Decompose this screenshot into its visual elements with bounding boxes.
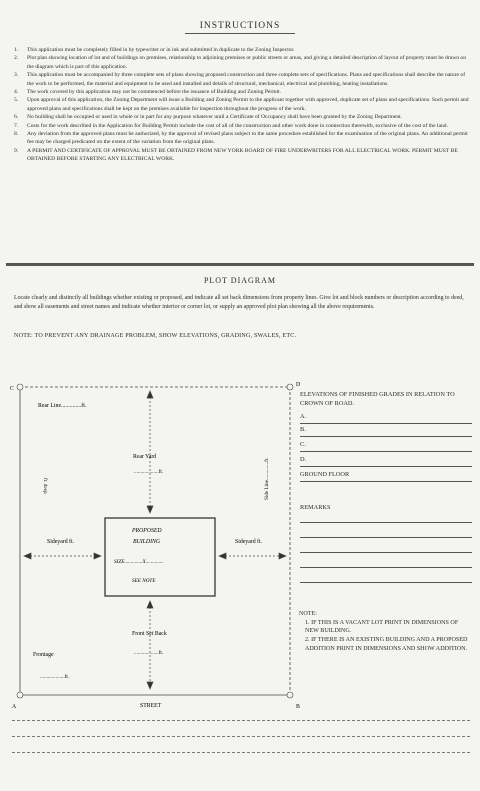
front-set-back-label: Front Set Back <box>132 631 167 637</box>
remarks-line[interactable] <box>300 522 472 523</box>
corner-label-b: B <box>296 704 300 710</box>
instruction-number: 6. <box>14 114 19 121</box>
elevation-d-label: D. <box>300 456 307 463</box>
instruction-text: This application must be accompanied by three complete sets of plans showing proposed construction and three complete sets of specifications. Plans and specifications shall describe the nature of the work to be performed, the material and equipment to be used and installed and details of structural, mechanical, electrical and plumbing, heating installations. <box>27 72 466 87</box>
instruction-number: 4. <box>14 89 19 96</box>
sideyard-left-label: Sideyard ft. <box>47 539 75 545</box>
instruction-number: 2. <box>14 55 19 62</box>
sideyard-right-label: Sideyard ft. <box>235 539 263 545</box>
note-item: 2. IF THERE IS AN EXISTING BUILDING AND A PROPOSED ADDITION PRINT IN DIMENSIONS AND SHOW ADDITION. <box>305 637 468 652</box>
elevation-c-field[interactable] <box>300 441 472 452</box>
remarks-line[interactable] <box>300 537 472 538</box>
remarks-line[interactable] <box>300 582 472 583</box>
building-label: BUILDING <box>133 539 161 545</box>
side-line-label: Side Line..............ft. <box>264 457 270 500</box>
instruction-number: 9. <box>14 147 19 154</box>
rear-yard-ft: ...................ft. <box>134 469 164 475</box>
instruction-text: Plot plan showing location of lot and of buildings on premises, relationship to adjoining premises or public streets or areas, and giving a detailed description of layout of property must be drawn on the diagram which is part of this application. <box>27 55 467 70</box>
elevation-c-label: C. <box>300 441 306 448</box>
street-label: STREET <box>140 703 162 709</box>
instructions-title: INSTRUCTIONS <box>199 21 281 31</box>
instruction-text: The work covered by this application may not be commenced before the issuance of Building and Zoning Permit. <box>27 89 282 96</box>
instruction-text: A PERMIT AND CERTIFICATE OF APPROVAL MUST BE OBTAINED FROM NEW YORK BOARD OF FIRE UNDERWRITERS FOR ALL ELECTRICAL WORK. PERMIT MUST BE OBTAINED BEFORE STARTING ANY ELECTRICAL WORK. <box>27 147 458 163</box>
size-label: SIZE..............X.............. <box>114 559 164 565</box>
instruction-number: 7. <box>14 122 19 129</box>
instruction-number: 3. <box>14 72 19 79</box>
plot-diagram-title: PLOT DIAGRAM <box>203 276 277 285</box>
ground-floor-field[interactable] <box>300 471 472 482</box>
instruction-number: 5. <box>14 97 19 104</box>
notes-title: NOTE: <box>299 611 317 617</box>
remarks-line[interactable] <box>300 552 472 553</box>
instruction-text: Upon approval of this application, the Zoning Department will issue a Building and Zoning Permit to the applicant together with approved, duplicate set of plans and specifications. Such permit and approved plans and specifications shall be kept on the premises available for inspection throughout the progress of the work. <box>27 97 469 112</box>
instruction-number: 8. <box>14 131 19 138</box>
blank-line[interactable] <box>12 752 470 753</box>
elevations-title: ELEVATIONS OF FINISHED GRADES IN RELATION TO CROWN OF ROAD. <box>300 391 455 407</box>
instruction-text: Costs for the work described in the Application for Building Permit include the cost of all of the construction and other work done in connection therewith, exclusive of the cost of the land. <box>27 122 448 129</box>
rear-line-label: Rear Line..............ft. <box>38 403 87 409</box>
lot-depth-label: ft. deep <box>42 478 48 494</box>
elevation-a-label: A. <box>300 413 307 420</box>
frontage-ft: ...................ft. <box>40 674 70 680</box>
blank-line[interactable] <box>12 720 470 721</box>
elevation-a-field[interactable] <box>300 413 472 424</box>
corner-label-a: A <box>12 704 17 710</box>
proposed-label: PROPOSED <box>132 528 162 534</box>
see-note-label: SEE NOTE <box>132 578 156 584</box>
elevation-b-label: B. <box>300 426 306 433</box>
drainage-note: NOTE: TO PREVENT ANY DRAINAGE PROBLEM, SHOW ELEVATIONS, GRADING, SWALES, ETC. <box>14 333 297 339</box>
elevation-b-field[interactable] <box>300 426 472 437</box>
instruction-text: Any deviation from the approved plans must be authorized, by the approval of revised plans subject to the same procedure established for the examination of the original plans. An additional permit fee may be charged predicated on the extent of the variation from the original plans. <box>27 131 468 146</box>
corner-label-c: C <box>10 386 14 392</box>
note-item: 1. IF THIS IS A VACANT LOT PRINT IN DIMENSIONS OF NEW BUILDING. <box>305 619 459 635</box>
ground-floor-label: GROUND FLOOR <box>300 471 350 478</box>
front-set-back-ft: ...................ft. <box>134 650 164 656</box>
remarks-title: REMARKS <box>300 504 331 511</box>
corner-label-d: D <box>296 382 301 388</box>
notes-block <box>299 610 473 654</box>
rear-yard-label: Rear Yard <box>133 454 157 460</box>
instruction-text: No building shall be occupied or used in whole or in part for any purpose whatever until a Certificate of Occupancy shall have been granted by the Zoning Department. <box>27 114 403 121</box>
frontage-label: Frontage <box>33 652 54 658</box>
remarks-line[interactable] <box>300 567 472 568</box>
elevation-d-field[interactable] <box>300 456 472 467</box>
plot-diagram-instructions: Locate clearly and distinctly all buildings whether existing or proposed, and indicate all set back dimensions from property lines. Give lot and block numbers or description according to deed, and show all easements and street names and indicate whether interior or corner lot, or supply an approved plot plan showing all the above requirements. <box>14 295 464 310</box>
instruction-text: This application must be completely filled in by typewriter or in ink and submitted in duplicate to the Zoning Inspector. <box>27 47 295 53</box>
blank-line[interactable] <box>12 736 470 737</box>
instruction-number: 1. <box>14 47 19 53</box>
